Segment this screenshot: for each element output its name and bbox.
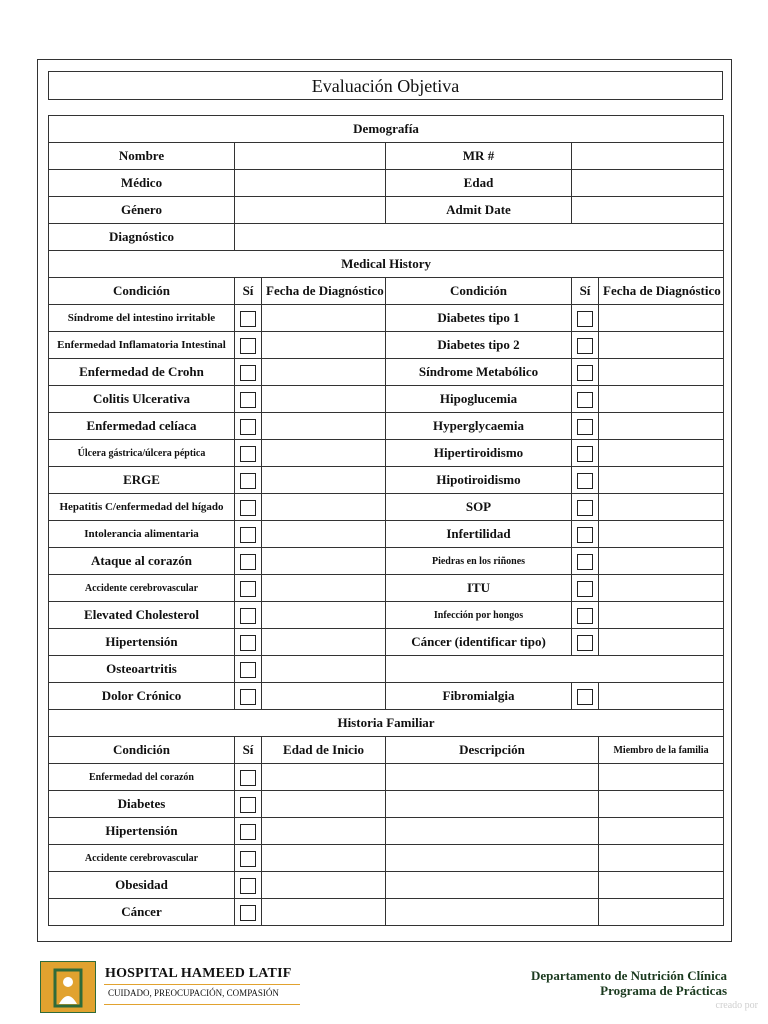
condition-label: Síndrome Metabólico — [386, 359, 572, 386]
field-nombre[interactable] — [235, 143, 386, 170]
condition-checkbox-cell — [235, 467, 262, 494]
assessment-table — [48, 115, 724, 926]
family-checkbox-cell — [235, 764, 262, 791]
condition-checkbox-cell — [572, 548, 599, 575]
condition-checkbox-cell — [235, 521, 262, 548]
diagnosis-date-field[interactable] — [262, 575, 386, 602]
condition-checkbox[interactable] — [240, 581, 256, 597]
diagnosis-date-field[interactable] — [599, 602, 724, 629]
condition-checkbox[interactable] — [240, 635, 256, 651]
condition-checkbox[interactable] — [577, 338, 593, 354]
diagnosis-date-field[interactable] — [599, 467, 724, 494]
fh-col-miembro: Miembro de la familia — [599, 737, 724, 764]
diagnosis-date-field[interactable] — [599, 575, 724, 602]
condition-label: SOP — [386, 494, 572, 521]
diagnosis-date-field[interactable] — [262, 467, 386, 494]
diagnosis-date-field[interactable] — [262, 413, 386, 440]
family-condition-label: Hipertensión — [49, 818, 235, 845]
condition-label: Dolor Crónico — [49, 683, 235, 710]
condition-checkbox-cell — [235, 602, 262, 629]
field-edad[interactable] — [572, 170, 724, 197]
condition-label: Enfermedad Inflamatoria Intestinal — [49, 332, 235, 359]
condition-checkbox[interactable] — [240, 446, 256, 462]
department-name: Departamento de Nutrición Clínica — [530, 968, 727, 983]
condition-label: Accidente cerebrovascular — [49, 575, 235, 602]
condition-label: ITU — [386, 575, 572, 602]
condition-checkbox[interactable] — [240, 311, 256, 327]
family-condition-label: Accidente cerebrovascular — [49, 845, 235, 872]
family-checkbox-cell — [235, 845, 262, 872]
fh-col-edad: Edad de Inicio — [262, 737, 386, 764]
family-checkbox-cell — [235, 899, 262, 926]
diagnosis-date-field[interactable] — [262, 521, 386, 548]
diagnosis-date-field[interactable] — [262, 656, 386, 683]
medical-history-header: Medical History — [49, 251, 724, 278]
family-checkbox[interactable] — [240, 797, 256, 813]
diagnosis-date-field[interactable] — [262, 332, 386, 359]
age-of-onset-field[interactable] — [262, 764, 386, 791]
watermark-text: creado por — [715, 1000, 758, 1011]
condition-label: Ataque al corazón — [49, 548, 235, 575]
condition-label: Osteoartritis — [49, 656, 235, 683]
condition-checkbox-cell — [235, 494, 262, 521]
condition-label: Elevated Cholesterol — [49, 602, 235, 629]
description-field[interactable] — [386, 872, 599, 899]
diagnosis-date-field[interactable] — [262, 683, 386, 710]
condition-label: Úlcera gástrica/úlcera péptica — [49, 440, 235, 467]
condition-checkbox-cell — [235, 629, 262, 656]
condition-checkbox[interactable] — [577, 527, 593, 543]
diagnosis-date-field[interactable] — [599, 629, 724, 656]
empty-cell — [386, 656, 724, 683]
diagnosis-date-field[interactable] — [599, 494, 724, 521]
field-genero[interactable] — [235, 197, 386, 224]
age-of-onset-field[interactable] — [262, 899, 386, 926]
hospital-logo — [40, 961, 96, 1013]
family-member-field[interactable] — [599, 791, 724, 818]
label-genero: Género — [49, 197, 235, 224]
age-of-onset-field[interactable] — [262, 818, 386, 845]
diagnosis-date-field[interactable] — [262, 629, 386, 656]
demografia-header: Demografía — [49, 116, 724, 143]
col-condicion: Condición — [386, 278, 572, 305]
field-admit-date[interactable] — [572, 197, 724, 224]
condition-label: Colitis Ulcerativa — [49, 386, 235, 413]
condition-checkbox[interactable] — [240, 554, 256, 570]
condition-checkbox[interactable] — [240, 527, 256, 543]
description-field[interactable] — [386, 764, 599, 791]
condition-checkbox[interactable] — [240, 500, 256, 516]
diagnosis-date-field[interactable] — [599, 359, 724, 386]
condition-label: Hepatitis C/enfermedad del hígado — [49, 494, 235, 521]
fh-col-si: Sí — [235, 737, 262, 764]
label-medico: Médico — [49, 170, 235, 197]
condition-checkbox-cell — [572, 629, 599, 656]
condition-checkbox-cell — [235, 575, 262, 602]
condition-checkbox[interactable] — [577, 635, 593, 651]
condition-checkbox[interactable] — [240, 392, 256, 408]
diagnosis-date-field[interactable] — [599, 521, 724, 548]
field-mr[interactable] — [572, 143, 724, 170]
field-diagnostico[interactable] — [235, 224, 724, 251]
condition-label: Síndrome del intestino irritable — [49, 305, 235, 332]
condition-checkbox[interactable] — [577, 581, 593, 597]
col-fecha: Fecha de Diagnóstico — [262, 278, 386, 305]
family-condition-label: Obesidad — [49, 872, 235, 899]
family-checkbox-cell — [235, 872, 262, 899]
age-of-onset-field[interactable] — [262, 845, 386, 872]
condition-label: Hipoglucemia — [386, 386, 572, 413]
diagnosis-date-field[interactable] — [262, 359, 386, 386]
family-member-field[interactable] — [599, 764, 724, 791]
diagnosis-date-field[interactable] — [599, 683, 724, 710]
condition-checkbox[interactable] — [240, 365, 256, 381]
condition-label: Infertilidad — [386, 521, 572, 548]
condition-checkbox-cell — [235, 332, 262, 359]
condition-label: Diabetes tipo 1 — [386, 305, 572, 332]
condition-label: Piedras en los riñones — [386, 548, 572, 575]
col-si: Sí — [572, 278, 599, 305]
condition-checkbox[interactable] — [577, 554, 593, 570]
condition-checkbox[interactable] — [577, 446, 593, 462]
age-of-onset-field[interactable] — [262, 791, 386, 818]
condition-checkbox-cell — [235, 386, 262, 413]
condition-checkbox[interactable] — [577, 500, 593, 516]
diagnosis-date-field[interactable] — [262, 494, 386, 521]
diagnosis-date-field[interactable] — [599, 386, 724, 413]
family-checkbox-cell — [235, 791, 262, 818]
diagnosis-date-field[interactable] — [599, 440, 724, 467]
family-checkbox[interactable] — [240, 851, 256, 867]
condition-checkbox-cell — [235, 656, 262, 683]
condition-checkbox[interactable] — [577, 419, 593, 435]
condition-checkbox[interactable] — [240, 608, 256, 624]
label-nombre: Nombre — [49, 143, 235, 170]
family-member-field[interactable] — [599, 845, 724, 872]
age-of-onset-field[interactable] — [262, 872, 386, 899]
hospital-name: HOSPITAL HAMEED LATIF — [105, 966, 292, 981]
condition-checkbox-cell — [572, 386, 599, 413]
condition-checkbox-cell — [235, 548, 262, 575]
condition-checkbox[interactable] — [240, 419, 256, 435]
condition-checkbox-cell — [572, 332, 599, 359]
family-member-field[interactable] — [599, 872, 724, 899]
family-checkbox[interactable] — [240, 824, 256, 840]
family-checkbox[interactable] — [240, 905, 256, 921]
department-block — [531, 968, 727, 998]
col-fecha: Fecha de Diagnóstico — [599, 278, 724, 305]
diagnosis-date-field[interactable] — [599, 413, 724, 440]
label-diagnostico: Diagnóstico — [49, 224, 235, 251]
condition-label: Hipertiroidismo — [386, 440, 572, 467]
description-field[interactable] — [386, 899, 599, 926]
condition-label: Intolerancia alimentaria — [49, 521, 235, 548]
divider — [104, 1004, 300, 1005]
family-member-field[interactable] — [599, 818, 724, 845]
description-field[interactable] — [386, 845, 599, 872]
condition-checkbox-cell — [572, 683, 599, 710]
field-medico[interactable] — [235, 170, 386, 197]
condition-label: Infección por hongos — [386, 602, 572, 629]
condition-checkbox[interactable] — [240, 338, 256, 354]
diagnosis-date-field[interactable] — [599, 332, 724, 359]
condition-checkbox-cell — [572, 575, 599, 602]
condition-checkbox[interactable] — [577, 473, 593, 489]
condition-checkbox[interactable] — [577, 365, 593, 381]
condition-label: Hipotiroidismo — [386, 467, 572, 494]
condition-checkbox-cell — [572, 467, 599, 494]
condition-label: ERGE — [49, 467, 235, 494]
col-si: Sí — [235, 278, 262, 305]
label-mr: MR # — [386, 143, 572, 170]
condition-label: Hipertensión — [49, 629, 235, 656]
family-condition-label: Cáncer — [49, 899, 235, 926]
family-checkbox[interactable] — [240, 770, 256, 786]
condition-checkbox-cell — [572, 359, 599, 386]
family-condition-label: Diabetes — [49, 791, 235, 818]
divider — [104, 984, 300, 985]
condition-label: Diabetes tipo 2 — [386, 332, 572, 359]
condition-checkbox[interactable] — [240, 662, 256, 678]
family-checkbox-cell — [235, 818, 262, 845]
condition-checkbox[interactable] — [577, 311, 593, 327]
diagnosis-date-field[interactable] — [262, 386, 386, 413]
description-field[interactable] — [386, 818, 599, 845]
condition-label: Enfermedad celíaca — [49, 413, 235, 440]
condition-label: Enfermedad de Crohn — [49, 359, 235, 386]
diagnosis-date-field[interactable] — [262, 548, 386, 575]
diagnosis-date-field[interactable] — [262, 602, 386, 629]
diagnosis-date-field[interactable] — [599, 548, 724, 575]
family-condition-label: Enfermedad del corazón — [49, 764, 235, 791]
hospital-tagline: CUIDADO, PREOCUPACIÓN, COMPASIÓN — [108, 988, 279, 998]
page-title: Evaluación Objetiva — [48, 71, 723, 100]
label-admit-date: Admit Date — [386, 197, 572, 224]
historia-familiar-header: Historia Familiar — [49, 710, 724, 737]
fh-col-condicion: Condición — [49, 737, 235, 764]
condition-checkbox[interactable] — [240, 473, 256, 489]
diagnosis-date-field[interactable] — [262, 305, 386, 332]
condition-checkbox[interactable] — [240, 689, 256, 705]
condition-checkbox-cell — [235, 683, 262, 710]
condition-checkbox-cell — [235, 440, 262, 467]
col-condicion: Condición — [49, 278, 235, 305]
condition-checkbox-cell — [572, 440, 599, 467]
condition-checkbox-cell — [235, 413, 262, 440]
family-member-field[interactable] — [599, 899, 724, 926]
family-checkbox[interactable] — [240, 878, 256, 894]
diagnosis-date-field[interactable] — [262, 440, 386, 467]
diagnosis-date-field[interactable] — [599, 305, 724, 332]
condition-checkbox-cell — [235, 305, 262, 332]
condition-label: Hyperglycaemia — [386, 413, 572, 440]
condition-checkbox[interactable] — [577, 392, 593, 408]
condition-checkbox-cell — [235, 359, 262, 386]
program-name: Programa de Prácticas — [600, 983, 727, 998]
condition-checkbox-cell — [572, 521, 599, 548]
condition-label: Fibromialgia — [386, 683, 572, 710]
condition-label: Cáncer (identificar tipo) — [386, 629, 572, 656]
condition-checkbox-cell — [572, 494, 599, 521]
condition-checkbox[interactable] — [577, 608, 593, 624]
label-edad: Edad — [386, 170, 572, 197]
condition-checkbox-cell — [572, 413, 599, 440]
condition-checkbox-cell — [572, 602, 599, 629]
logo-figure-icon — [41, 962, 95, 1012]
condition-checkbox-cell — [572, 305, 599, 332]
description-field[interactable] — [386, 791, 599, 818]
condition-checkbox[interactable] — [577, 689, 593, 705]
fh-col-descripcion: Descripción — [386, 737, 599, 764]
